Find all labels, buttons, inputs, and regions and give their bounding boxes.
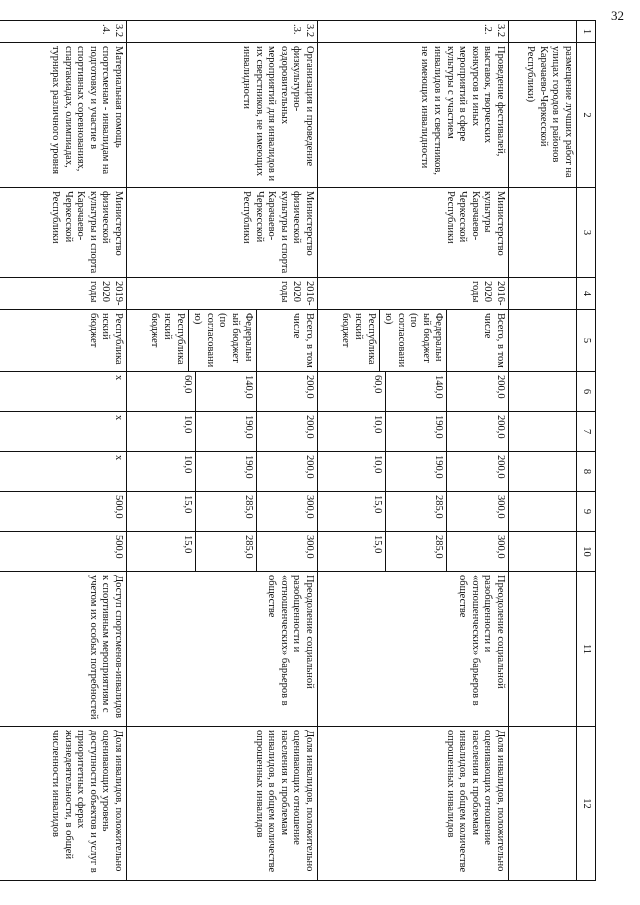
value-col8-cell <box>127 452 318 492</box>
value-col7: 10,0 <box>372 415 384 434</box>
row-number: 3.2.4. <box>0 21 127 43</box>
value-col7-cell <box>318 412 509 452</box>
value-col9: 15,0 <box>372 495 384 514</box>
value-col7: 200,0 <box>447 412 508 451</box>
value-col10-cell <box>127 532 318 572</box>
funding-source: Федеральный бюджет (по согласованию) <box>379 310 447 371</box>
table-body <box>0 21 509 881</box>
value-col8-cell <box>0 452 127 492</box>
page-number: 32 <box>611 8 624 23</box>
value-col7: x <box>113 415 125 421</box>
value-col8: 190,0 <box>386 452 447 491</box>
value-col10: 300,0 <box>256 532 317 571</box>
header-cell: 2 <box>577 43 596 188</box>
funding-source-cell <box>127 310 318 372</box>
funding-source: Всего, в том числе <box>256 310 317 371</box>
rotated-table-container <box>50 20 596 880</box>
expected-result: Преодоление социальной разобщенности и «отношенческих» барьеров в обществе <box>127 572 318 727</box>
value-col6-cell <box>318 372 509 412</box>
continuation-row <box>509 21 577 881</box>
value-col6: 140,0 <box>195 372 256 411</box>
value-col9-cell <box>0 492 127 532</box>
header-cell: 9 <box>577 492 596 532</box>
expected-result: Доступ спортсменов-инвалидов к спортивным мероприятиям с учетом их особых потребностей <box>0 572 127 727</box>
value-col9: 285,0 <box>195 492 256 531</box>
value-col10-cell <box>318 532 509 572</box>
value-col9: 15,0 <box>181 495 193 514</box>
value-col7: 190,0 <box>195 412 256 451</box>
header-cell: 5 <box>577 310 596 372</box>
header-cell: 6 <box>577 372 596 412</box>
row-number: 3.2.2. <box>318 21 509 43</box>
value-col6-cell <box>0 372 127 412</box>
value-col7-cell <box>0 412 127 452</box>
period: 2016-2020 годы <box>127 278 318 310</box>
value-col10: 300,0 <box>447 532 508 571</box>
indicator: Доля инвалидов, положительно оценивающих отношение населения к проблемам инвалидов, в общем количестве опрошенных инвалидов <box>127 727 318 881</box>
value-col10: 15,0 <box>372 535 384 554</box>
value-col7: 200,0 <box>256 412 317 451</box>
header-cell: 7 <box>577 412 596 452</box>
header-cell: 8 <box>577 452 596 492</box>
value-col10: 15,0 <box>181 535 193 554</box>
period: 2016-2020 годы <box>318 278 509 310</box>
value-col10: 285,0 <box>386 532 447 571</box>
value-col10-cell <box>0 532 127 572</box>
expected-result: Преодоление социальной разобщенности и «отношенческих» барьеров в обществе <box>318 572 509 727</box>
program-measures-table <box>0 20 596 881</box>
value-col10: 285,0 <box>195 532 256 571</box>
value-col6: 200,0 <box>447 372 508 411</box>
header-cell: 12 <box>577 727 596 881</box>
funding-source-cell <box>0 310 127 372</box>
value-col8: x <box>113 455 125 461</box>
indicator: Доля инвалидов, положительно оценивающих уровень доступности объектов и услуг в приоритетных сферах жизнедеятельности, в общей численности инвалидов <box>0 727 127 881</box>
header-cell: 1 <box>577 21 596 43</box>
header-cell: 4 <box>577 278 596 310</box>
value-col8: 190,0 <box>195 452 256 491</box>
header-row <box>577 21 596 881</box>
value-col6: 140,0 <box>386 372 447 411</box>
continuation-text: размещение лучших работ на улицах городов и районов Карачаево-Черкесской Республики) <box>509 43 577 188</box>
table-row <box>127 21 318 881</box>
value-col9-cell <box>127 492 318 532</box>
value-col10: 500,0 <box>113 535 125 559</box>
value-col6-cell <box>127 372 318 412</box>
header-cell: 11 <box>577 572 596 727</box>
funding-source-cell <box>318 310 509 372</box>
value-col9: 300,0 <box>447 492 508 531</box>
value-col7-cell <box>127 412 318 452</box>
measure-name: Организация и проведение физкультурно-оздоровительных мероприятий для инвалидов и их сверстников, не имеющих инвалидности <box>127 43 318 188</box>
value-col8: 10,0 <box>372 455 384 474</box>
value-col8: 200,0 <box>447 452 508 491</box>
value-col6: 60,0 <box>181 375 193 394</box>
table-row <box>0 21 127 881</box>
funding-source: Федеральный бюджет (по согласованию) <box>188 310 256 371</box>
value-col9: 285,0 <box>386 492 447 531</box>
measure-name: Проведение фестивалей, выставок, творческих конкурсов и иных мероприятий в сфере культуры с участием инвалидов и их сверстников, не имеющих инвалидности <box>318 43 509 188</box>
row-number: 3.2.3. <box>127 21 318 43</box>
table-row <box>318 21 509 881</box>
header-cell: 3 <box>577 188 596 278</box>
value-col6: 60,0 <box>372 375 384 394</box>
funding-source: Республиканский бюджет <box>87 313 125 365</box>
executor: Министерство физической культуры и спорта Карачаево-Черкесской Республики <box>127 188 318 278</box>
value-col6: x <box>113 375 125 381</box>
value-col6: 200,0 <box>256 372 317 411</box>
value-col9: 300,0 <box>256 492 317 531</box>
header-cell: 10 <box>577 532 596 572</box>
executor: Министерство физической культуры и спорта Карачаево-Черкесской Республики <box>0 188 127 278</box>
value-col9-cell <box>318 492 509 532</box>
value-col8: 200,0 <box>256 452 317 491</box>
indicator: Доля инвалидов, положительно оценивающих отношение населения к проблемам инвалидов, в общем количестве опрошенных инвалидов <box>318 727 509 881</box>
funding-source: Республиканский бюджет <box>149 313 186 365</box>
value-col8: 10,0 <box>181 455 193 474</box>
funding-source: Республиканский бюджет <box>340 313 377 365</box>
measure-name: Материальная помощь спортсменам - инвалидам на подготовку и участие в спортивных соревнованиях, спартакиадах, олимпиадах, турнирах различного уровня <box>0 43 127 188</box>
period: 2019-2020 годы <box>0 278 127 310</box>
value-col9: 500,0 <box>113 495 125 519</box>
value-col8-cell <box>318 452 509 492</box>
value-col7: 190,0 <box>386 412 447 451</box>
executor: Министерство культуры Карачаево-Черкесской Республики <box>318 188 509 278</box>
funding-source: Всего, в том числе <box>447 310 508 371</box>
value-col7: 10,0 <box>181 415 193 434</box>
